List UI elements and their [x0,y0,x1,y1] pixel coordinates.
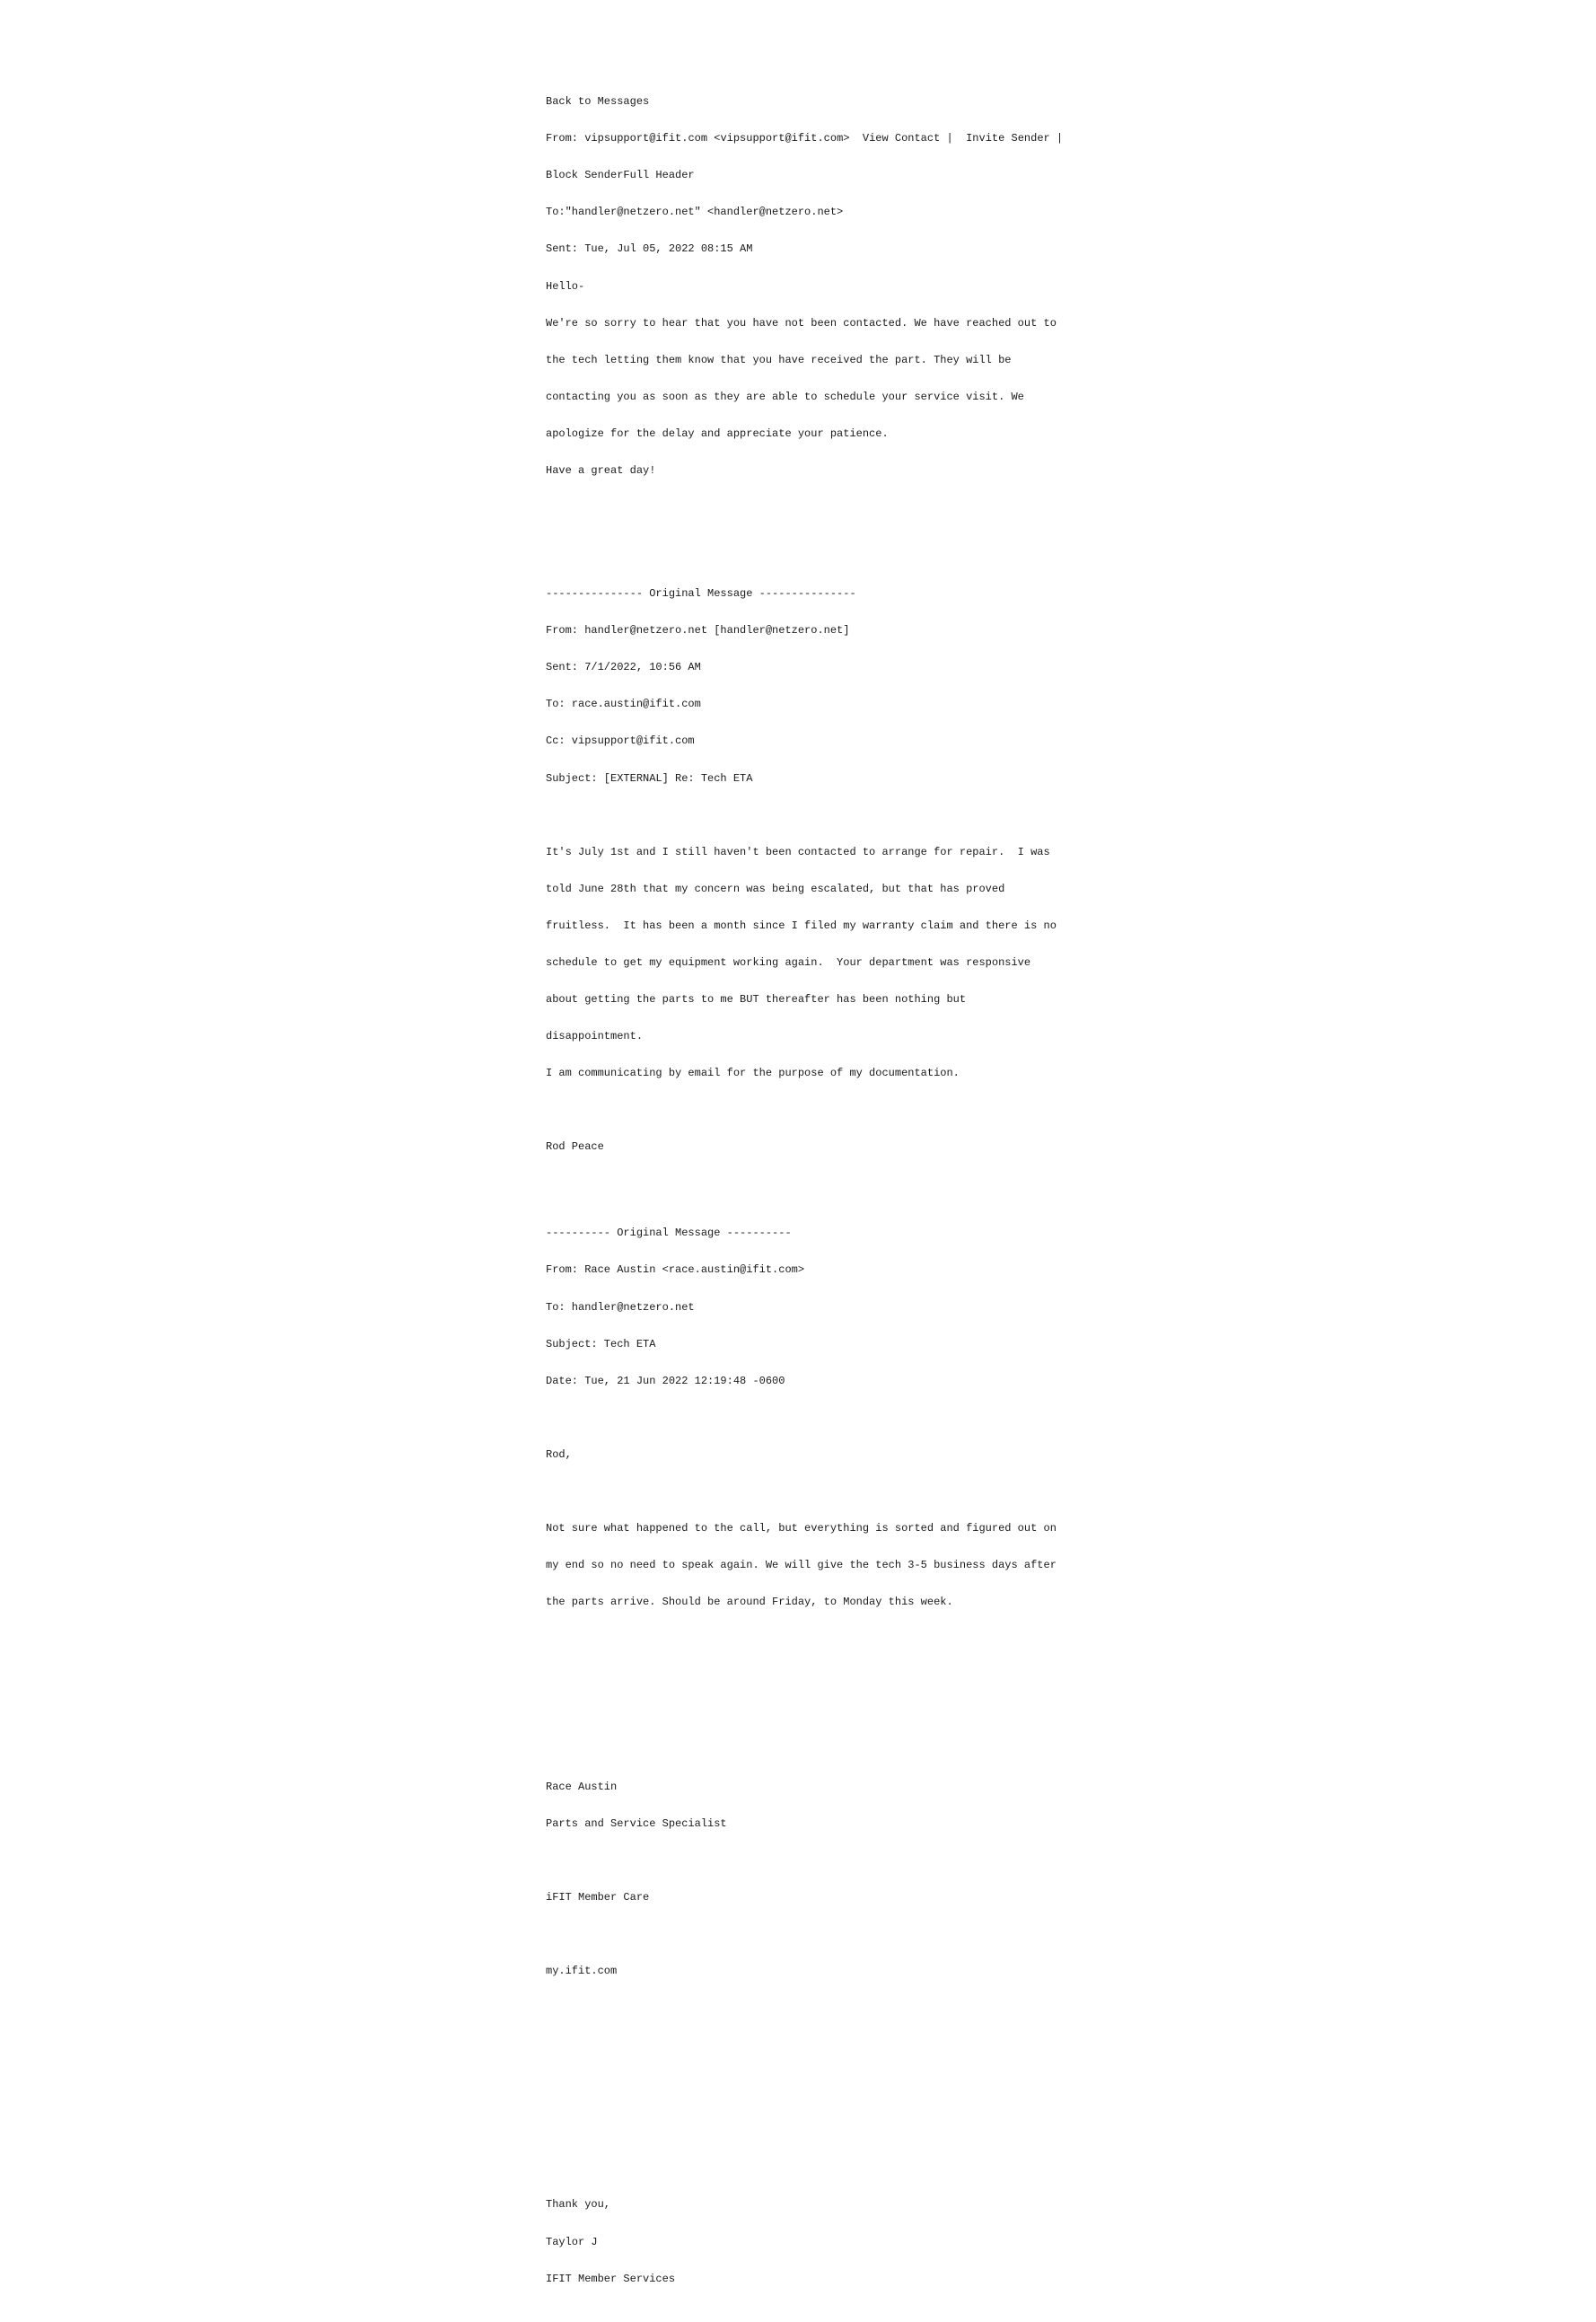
original2-body-line: Not sure what happened to the call, but everything is sorted and figured out on [546,1522,1057,1535]
full-header-link[interactable]: Full Header [623,169,695,182]
spacer [546,1104,1120,1117]
reply-body-line: the tech letting them know that you have received the part. They will be [546,353,1012,366]
original1-body-line: I am communicating by email for the purpose of my documentation. [546,1067,960,1080]
spacer [546,1708,1120,1720]
block-sender-link[interactable]: Block Sender [546,169,624,182]
original2-date: Date: Tue, 21 Jun 2022 12:19:48 -0600 [546,1374,785,1387]
spacer [546,1745,1120,1757]
spacer [546,1179,1120,1192]
original-message-separator: ---------- Original Message ---------- [546,1227,792,1240]
original1-to: To: race.austin@ifit.com [546,698,701,711]
spacer [546,1855,1120,1868]
spacer [546,1633,1120,1646]
spacer [546,539,1120,551]
from-line: From: vipsupport@ifit.com <vipsupport@ifit.com> View Contact | Invite Sender | [546,132,1064,145]
footer-org: IFIT Member Services [546,2272,676,2285]
original2-body-line: my end so no need to speak again. We will give the tech 3-5 business days after [546,1559,1057,1572]
sent-line: Sent: Tue, Jul 05, 2022 08:15 AM [546,242,753,256]
spacer [546,2150,1120,2163]
spacer [546,810,1120,822]
original1-body-line: schedule to get my equipment working again. Your department was responsive [546,955,1031,969]
view-contact-link[interactable]: View Contact [862,132,941,145]
original2-subject: Subject: Tech ETA [546,1337,656,1350]
spacer [546,2039,1120,2052]
original1-body-line: about getting the parts to me BUT thereafter has been nothing but [546,993,967,1007]
original2-sig-org: iFIT Member Care [546,1891,650,1904]
original1-cc: Cc: vipsupport@ifit.com [546,734,695,748]
header-actions-line [546,170,1120,182]
spacer [546,2076,1120,2089]
email-message [546,59,1120,2322]
from-value: vipsupport@ifit.com <vipsupport@ifit.com> [584,132,850,145]
original1-body-line: told June 28th that my concern was being escalated, but that has proved [546,882,1005,895]
spacer [546,1412,1120,1425]
original2-sig-title: Parts and Service Specialist [546,1816,727,1830]
spacer [546,1929,1120,1941]
footer-name: Taylor J [546,2235,598,2248]
original2-to: To: handler@netzero.net [546,1300,695,1314]
original1-signature: Rod Peace [546,1140,604,1154]
spacer [546,1670,1120,1683]
spacer [546,2002,1120,2015]
reply-greeting: Hello- [546,279,585,293]
footer-thanks: Thank you, [546,2198,611,2212]
original1-sent: Sent: 7/1/2022, 10:56 AM [546,661,701,674]
original1-body-line: It's July 1st and I still haven't been contacted to arrange for repair. I was [546,845,1050,858]
original2-from: From: Race Austin <race.austin@ifit.com> [546,1263,805,1277]
original2-body-line: the parts arrive. Should be around Friday, to Monday this week. [546,1596,953,1609]
invite-sender-link[interactable]: Invite Sender [966,132,1050,145]
original1-body-line: disappointment. [546,1030,644,1043]
original2-sig-site: my.ifit.com [546,1965,618,1978]
reply-body-line: We're so sorry to hear that you have not been contacted. We have reached out to [546,316,1057,330]
original2-sig-name: Race Austin [546,1780,618,1793]
original2-greeting: Rod, [546,1447,572,1461]
to-line: To:"handler@netzero.net" <handler@netzero.net> [546,206,844,219]
reply-body-line: contacting you as soon as they are able to schedule your service visit. We [546,390,1024,403]
original1-from: From: handler@netzero.net [handler@netzero.net] [546,624,850,638]
from-label: From: [546,132,585,145]
original-message-separator: --------------- Original Message --------------- [546,587,856,601]
reply-body-line: apologize for the delay and appreciate your patience. [546,427,889,440]
spacer [546,2114,1120,2126]
spacer [546,502,1120,515]
original1-subject: Subject: [EXTERNAL] Re: Tech ETA [546,771,753,785]
back-to-messages-link[interactable]: Back to Messages [546,95,650,109]
original1-body-line: fruitless. It has been a month since I filed my warranty claim and there is no [546,919,1057,932]
spacer [546,1486,1120,1499]
reply-closing: Have a great day! [546,464,656,478]
